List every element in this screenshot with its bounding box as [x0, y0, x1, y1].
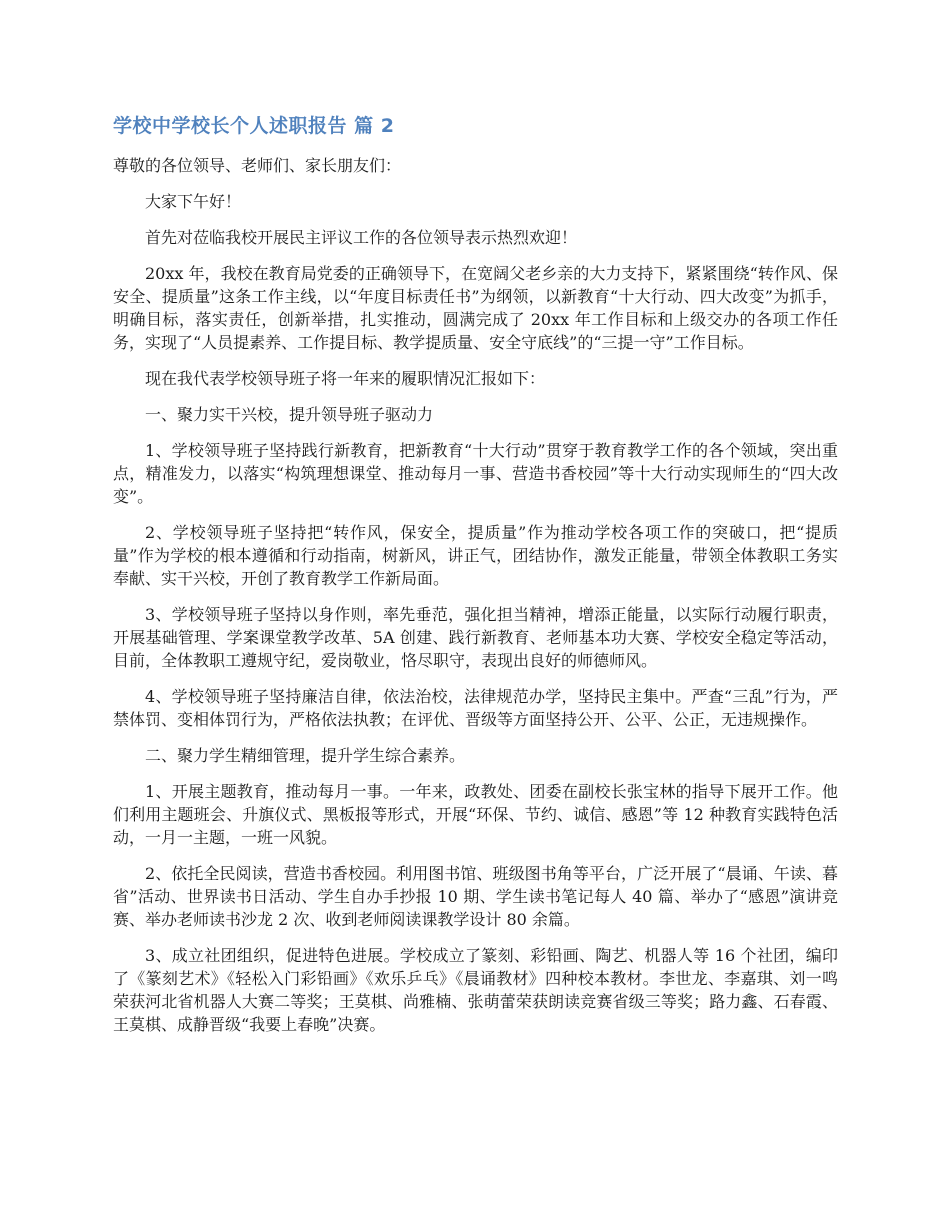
salutation: 尊敬的各位领导、老师们、家长朋友们： [113, 156, 402, 175]
body-paragraph: 2、依托全民阅读，营造书香校园。利用图书馆、班级图书角等平台，广泛开展了“晨诵、午读、暮省”活动、世界读书日活动、学生自办手抄报 10 期、学生读书笔记每人 40 篇、举办了“感恩”演讲竞赛、举办老师读书沙龙 2 次、收到老师阅读课教学设计 80 余篇。 [113, 864, 838, 929]
body-paragraph: 一、聚力实干兴校，提升领导班子驱动力 [145, 405, 434, 424]
body-paragraph: 3、学校领导班子坚持以身作则，率先垂范，强化担当精神，增添正能量，以实际行动履行职责，开展基础管理、学案课堂教学改革、5A 创建、践行新教育、老师基本功大赛、学校安全稳定等活动，目前，全体教职工遵规守纪，爱岗敬业，恪尽职守，表现出良好的师德师风。 [113, 605, 838, 670]
document-title: 学校中学校长个人述职报告 篇 2 [113, 115, 395, 137]
document-body [113, 154, 838, 1036]
body-paragraph: 1、学校领导班子坚持践行新教育，把新教育“十大行动”贯穿于教育教学工作的各个领域，突出重点，精准发力，以落实“构筑理想课堂、推动每月一事、营造书香校园”等十大行动实现师生的“四大改变”。 [113, 441, 838, 506]
body-paragraph: 1、开展主题教育，推动每月一事。一年来，政教处、团委在副校长张宝林的指导下展开工作。他们利用主题班会、升旗仪式、黑板报等形式，开展“环保、节约、诚信、感恩”等 12 种教育实践特色活动，一月一主题，一班一风貌。 [113, 782, 838, 847]
body-paragraph: 4、学校领导班子坚持廉洁自律，依法治校，法律规范办学，坚持民主集中。严查“三乱”行为，严禁体罚、变相体罚行为，严格依法执教；在评优、晋级等方面坚持公开、公平、公正，无违规操作。 [113, 687, 838, 729]
body-paragraph: 二、聚力学生精细管理，提升学生综合素养。 [145, 746, 466, 765]
body-paragraph: 现在我代表学校领导班子将一年来的履职情况汇报如下： [145, 369, 546, 388]
body-paragraph: 2、学校领导班子坚持把“转作风，保安全，提质量”作为推动学校各项工作的突破口，把“提质量”作为学校的根本遵循和行动指南，树新风，讲正气，团结协作，激发正能量，带领全体教职工务实奉献、实干兴校，开创了教育教学工作新局面。 [113, 523, 838, 588]
body-paragraph: 20xx 年，我校在教育局党委的正确领导下，在宽阔父老乡亲的大力支持下，紧紧围绕“转作风、保安全、提质量”这条工作主线，以“年度目标责任书”为纲领，以新教育“十大行动、四大改变”为抓手，明确目标，落实责任，创新举措，扎实推动，圆满完成了 20xx 年工作目标和上级交办的各项工作任务，实现了“人员提素养、工作提目标、教学提质量、安全守底线”的“三提一守”工作目标。 [113, 264, 838, 352]
body-paragraph: 大家下午好！ [145, 192, 242, 211]
body-paragraph: 首先对莅临我校开展民主评议工作的各位领导表示热烈欢迎！ [145, 228, 578, 247]
body-paragraph: 3、成立社团组织，促进特色进展。学校成立了篆刻、彩铅画、陶艺、机器人等 16 个社团，编印了《篆刻艺术》《轻松入门彩铅画》《欢乐乒乓》《晨诵教材》四种校本教材。李世龙、李嘉琪、刘一鸣荣获河北省机器人大赛二等奖；王莫棋、尚雅楠、张萌蕾荣获朗读竞赛省级三等奖；路力鑫、石春霞、王莫棋、成静晋级“我要上春晚”决赛。 [113, 946, 838, 1034]
